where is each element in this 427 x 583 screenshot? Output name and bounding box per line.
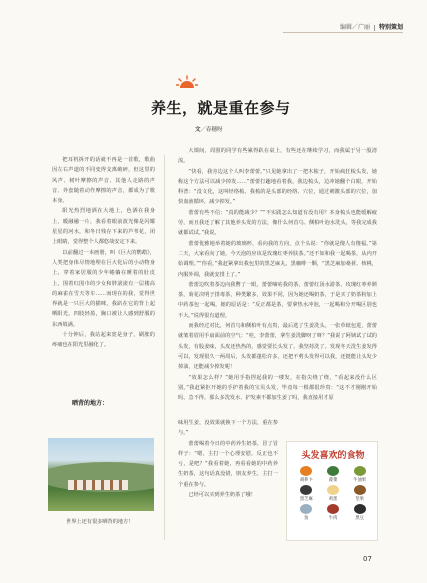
page-number: 07 xyxy=(363,555,372,563)
photo-caption: 世界上还有很多晒背的地方！ xyxy=(66,519,134,525)
paragraph: “快看，我旁边这个人叫李蕾蕾。”只见她拿出了一把木梳子，开始疯狂梳头发，她称这个方法可以减少掉发……”蕾蕾打趣地看着我。我边梳头，边冲她翻个白眼，开始科普：“没文化，这叫经络梳，我梳的是头部的经络、穴位，通过刺激头部的穴位，加快血液循环，减少掉发。” xyxy=(178,168,377,206)
paragraph: “效果怎么样？”她用手指捏起我的一缕发，在指尖绕了绕，“看起来没什么区别。”我赶紧拒开她的手护着我的宝贝头发，毕竟每一根都很珍贵：“这不才刚刚开始吗，急不得。那么多洗发水、护发素不都加生姜了吗，我直接用才原 xyxy=(178,374,377,402)
food-label: 黑芝麻 xyxy=(299,497,313,502)
article-title: 养生，就是重在参与 xyxy=(151,99,291,117)
left-column xyxy=(52,155,155,351)
food-label: 牛肉 xyxy=(328,516,338,521)
column-divider xyxy=(164,155,165,540)
food-item xyxy=(320,466,347,483)
food-label: 鱼 xyxy=(304,516,309,521)
food-icon xyxy=(300,485,312,495)
editor-credit: 编辑／广丽 xyxy=(339,24,370,31)
photo-label: 晒背的地方： xyxy=(72,400,109,407)
paragraph: 以前翻过一本画册，叫《巨大的鹦鹉》，人类把身体尽情地埋在巨大化后的小动物身上，穿着家居服的少年蜷躺在睡着的肚皮上，围着红围巾的少女和胖滚滚有一层楼高的麻雀在雪天等车……而现在的我，觉得世界就是一只巨大的猫咪，我趴在它的背上起晒阳光，四肢轻盈，胸口被让人感到舒服的东西填满。 xyxy=(52,249,155,328)
paragraph: 蕾蕾边吹着茶边向我瞥了一眼，蕾蕾嘀咕我的茶，蕾蕾红汤水游茶，玫瑰红枣养颜茶，菊花决明子排毒茶，种类繁多，效果不同，因为她还喝奶茶，于是买了奶茶粉加上中药茶包一起喝。她的原话是：“反正都是茶，要拿热水冲泡，一起喝和分开喝区别也不大。”说得很有道理。 xyxy=(178,281,377,319)
food-icon xyxy=(354,466,366,476)
paragraph: 而我经过对比，何首乌和侧柏叶有点贵，最后选了生姜洗头。一张草纸包进，蕾蕾就皱着眉用手扇面前的空气：“哇，李蕾蕾，拿生姜洗脚呀了呀？”我说了阿姨试了试的头发，有股姜味，头皮还热热的，感觉要长头发了。我坚持洗了。发现冬天洗生姜发得可以，发现很久一两周后，头发都蓬松许多，还把不剪头发得可以我，还挺能让头发少掉油，还能减少掉发呢！ xyxy=(178,323,377,371)
page-header xyxy=(340,22,403,31)
food-item xyxy=(293,466,320,483)
food-label: 坚果 xyxy=(355,497,364,502)
landscape-photo xyxy=(48,438,154,511)
section-name: 特别策划 xyxy=(378,24,403,31)
paragraph: 蕾蕾有些不信：“真的能减少？”“不实践怎么知道有没有用？本身梳头也能缓解疲劳，而且我还了解了其他养头发的方法，像什么何首乌、侧柏叶泡水洗头，等我完成我就都试试。”我说。 xyxy=(178,209,377,237)
food-label: 牛油果 xyxy=(353,478,367,483)
food-grid xyxy=(293,466,373,521)
paragraph: 蕾蕾优雅地举着她的玻璃杯，看向我的方向，点个头说：“你就是傻人有傻福。”第二天，大家看向了她，今天泡的应该是玫瑰红枣养肤茶。”还不如和我一起喝茶，从内开始调理。”“你看，”我赶紧拿出我包里的黑芝麻丸，黑咖啡一颗，“黑芝麻加桑葚、核桃，内服外调，我就安排上了。” xyxy=(178,240,377,278)
paragraph: 已经可以买到养生奶茶了哦！ xyxy=(188,492,256,499)
hair-food-infobox xyxy=(286,441,378,541)
food-label: 胡萝卜 xyxy=(299,478,313,483)
food-item xyxy=(293,485,320,502)
food-icon xyxy=(327,485,339,495)
right-column-lower xyxy=(178,418,278,500)
food-icon xyxy=(354,504,366,514)
right-column xyxy=(178,146,377,403)
paragraph: 大课间，周围的同学有些累得趴在桌上，有些还在继续学习，而我属于另一股清流。 xyxy=(178,148,377,165)
food-icon xyxy=(300,504,312,514)
food-item xyxy=(346,466,373,483)
food-item xyxy=(346,504,373,521)
paragraph: 蕾蕾喝着今日的中药养生奶茶，冒了冒样子：“嗯，主打一个心理安慰，反正也不亏，是吧？”我看着她，再看看她的中药养生奶茶，这句话真没错，朋友养生，主打一个重在参与。 xyxy=(178,440,278,488)
food-item xyxy=(293,504,320,521)
header-divider xyxy=(374,25,375,31)
author-prefix: 文 xyxy=(195,127,201,133)
article-author xyxy=(195,125,223,133)
paragraph: 阳光热烈地洒在大地上，色洒在我身上，暖融融一片，我看着眼前波光像是闪耀星星的河水，和冬日残存下来的芦苇花，闭上眼睛，觉得整个人都悠哉安定下来。 xyxy=(52,208,155,246)
paragraph: 把耳机拆开的话就不再是一首歌，歌曲因左右声道的不同变得支离破碎，但这里的风声、树叶摩擦的声音、其他人走路的声音、外套随着动作摩擦的声音，都成为了歌本身。 xyxy=(52,157,155,205)
food-label: 黑豆 xyxy=(355,516,364,521)
food-item xyxy=(346,485,373,502)
village-houses xyxy=(68,480,128,490)
food-label: 鸡蛋 xyxy=(328,497,338,502)
food-icon xyxy=(300,466,312,476)
food-label: 菠菜 xyxy=(328,478,338,483)
paragraph: 味用生姜，没效果就换下一个方法，重在参与。” xyxy=(178,420,278,437)
infobox-title: 头发喜欢的食物 xyxy=(301,451,365,461)
food-icon xyxy=(327,504,339,514)
author-name: ／春穗呀 xyxy=(200,127,223,133)
header-rule xyxy=(283,32,403,33)
sun-icon xyxy=(176,75,198,89)
food-item xyxy=(320,504,347,521)
food-item xyxy=(320,485,347,502)
paragraph: 十分钟后，我站起来宽是身子，刷胀的疼痛也在阳光里融化了。 xyxy=(52,332,155,349)
food-icon xyxy=(327,466,339,476)
food-icon xyxy=(354,485,366,495)
